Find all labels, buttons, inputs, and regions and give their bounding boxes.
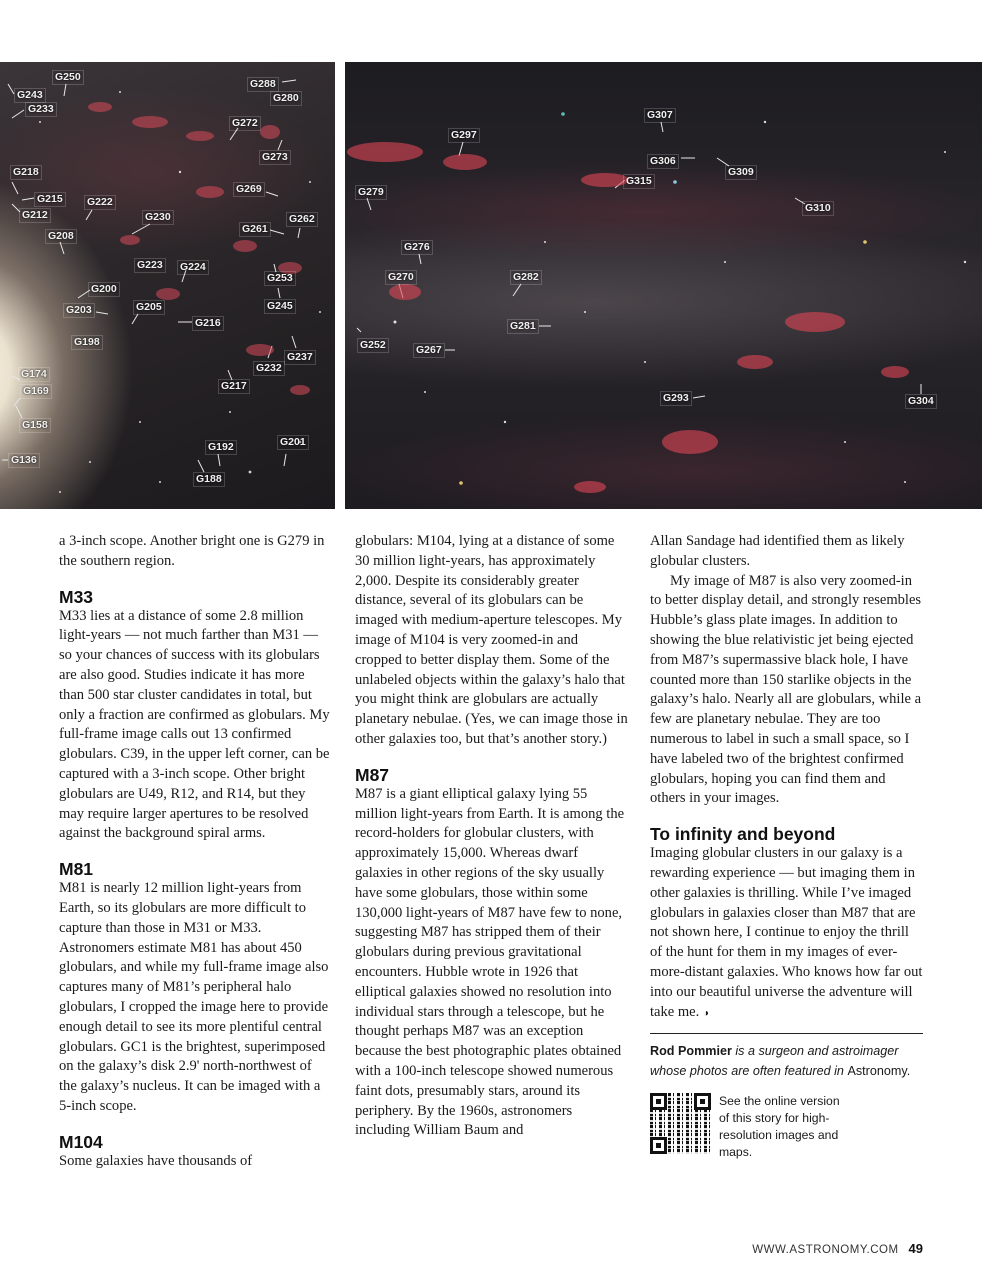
globular-label: G203 [63,303,95,318]
paragraph [650,844,923,1023]
end-mark-icon: ◑ [702,1007,709,1019]
globular-label: G272 [229,116,261,131]
globular-label: G245 [264,299,296,314]
globular-label: G307 [644,108,676,123]
paragraph: Some galaxies have thousands of [59,1152,253,1169]
section-heading-infinity: To infinity and beyond [650,824,836,845]
website-url: WWW.ASTRONOMY.COM [752,1244,899,1256]
globular-label: G315 [623,174,655,189]
globular-label: G280 [270,91,302,106]
globular-label: G310 [802,201,834,216]
globular-label: G223 [134,258,166,273]
qr-caption: See the online version of this story for high-resolution images and maps. [719,1094,840,1159]
text-column-1 [59,532,332,1172]
section-heading-m81: M81 [59,859,94,880]
globular-label: G250 [52,70,84,85]
globular-label: G188 [193,472,225,487]
globular-label: G216 [192,316,224,331]
globular-label: G212 [19,208,51,223]
globular-label: G253 [264,271,296,286]
photo-right-pointer-lines [345,62,982,509]
globular-label: G218 [10,165,42,180]
globular-label: G169 [20,384,52,399]
globular-label: G309 [725,165,757,180]
globular-label: G293 [660,391,692,406]
globular-label: G233 [25,102,57,117]
globular-label: G217 [218,379,250,394]
online-story-box [650,1093,923,1160]
globular-label: G304 [905,394,937,409]
globular-label: G237 [284,350,316,365]
magazine-name: Astronomy. [847,1063,911,1078]
globular-label: G288 [247,77,279,92]
globular-label: G208 [45,229,77,244]
section-heading-m104: M104 [59,1131,103,1152]
globular-label: G205 [133,300,165,315]
qr-code-icon[interactable] [650,1093,711,1154]
globular-label: G198 [71,335,103,350]
globular-label: G279 [355,185,387,200]
globular-label: G270 [385,270,417,285]
text-column-2 [355,532,628,1141]
author-bio [650,1033,923,1081]
globular-label: G276 [401,240,433,255]
paragraph: M33 lies at a distance of some 2.8 million light-years — not much farther than M31 — so your chances of success with its globulars are also good. Studies indicate it has more than 500 star cluster candidates in total, but only a fraction are confirmed as globulars. My full-frame image calls out 13 confirmed globulars. C39, in the upper left corner, can be captured with a 3-inch scope. Other bright globulars are U49, R12, and R14, but they may require larger apertures to be resolved against the background spiral arms. [59,607,330,842]
globular-label: G192 [205,440,237,455]
paragraph: globulars: M104, lying at a distance of some 30 million light-years, has approximately 2,000. Despite its considerably greater distance, several of its globulars can be imaged with medium-aperture telescopes. My image of M104 is very zoomed-in and cropped to better display them. Some of the unlabeled objects within the galaxy’s halo that you might think are globulars are actually planetary nebulae. (Yes, we can image those in other galaxies too, but that’s another story.) [355,533,628,747]
bio-text [650,1042,923,1081]
page-number: 49 [908,1241,923,1256]
globular-label: G136 [8,453,40,468]
paragraph: Allan Sandage had identified them as likely globular clusters. [650,533,905,569]
section-heading-m87: M87 [355,764,390,785]
globular-label: G267 [413,343,445,358]
page-footer [752,1241,923,1256]
section-heading-m33: M33 [59,586,94,607]
globular-label: G200 [88,282,120,297]
galaxy-photo-right [345,62,982,509]
globular-label: G215 [34,192,66,207]
globular-label: G269 [233,182,265,197]
globular-label: G261 [239,222,271,237]
globular-label: G297 [448,128,480,143]
author-name: Rod Pommier [650,1044,732,1059]
bio-description: is a surgeon and astroimager whose photos are often featured in [650,1044,899,1078]
text-column-3 [650,532,923,1161]
paragraph: M87 is a giant elliptical galaxy lying 55 million light-years from Earth. It is among the record-holders for globular clusters, with approximately 15,000. Whereas dwarf galaxies in other regions of the sky usually have some globulars, those within some 130,000 light-years of M87 have few to none, suggesting M87 has stripped them of their globulars during previous gravitational encounters. Hubble wrote in 1926 that elliptical galaxies showed no resolution into individual stars through a telescope, but he thought perhaps M87 was an exception because the best photographic plates obtained with a 100-inch telescope showed numerous faint dots, presumably stars, around its periphery. By the 1960s, astronomers including William Baum and [355,785,625,1139]
globular-label: G222 [84,195,116,210]
globular-label: G230 [142,210,174,225]
globular-label: G306 [647,154,679,169]
paragraph: M81 is nearly 12 million light-years from Earth, so its globulars are more difficult to capture than those in M31 or M33. Astronomers estimate M81 has about 450 globulars, and while my full-frame image also captures many of M81’s peripheral halo globulars, I cropped the image here to provide enough detail to see its more plentiful central globulars. GC1 is the brightest, superimposed on the galaxy’s disk 2.9' north-northwest of the galaxy’s nucleus. It can be imaged with a 5-inch scope. [59,880,329,1114]
paragraph-text: Imaging globular clusters in our galaxy is a rewarding experience — but imaging them in other galaxies is thrilling. While I’ve imaged globulars in galaxies closer than M87 that are not shown here, I continue to enjoy the thrill of the hunt for them in my images of ever-more-distant galaxies. Who knows how far out into our beautiful universe the adventure will take me. [650,845,923,1020]
globular-label: G252 [357,338,389,353]
globular-label: G243 [14,88,46,103]
globular-label: G281 [507,319,539,334]
globular-label: G232 [253,361,285,376]
globular-label: G174 [18,367,50,382]
globular-label: G224 [177,260,209,275]
globular-label: G201 [277,435,309,450]
paragraph: My image of M87 is also very zoomed-in to better display detail, and strongly resembles Hubble’s glass plate images. In addition to showing the blue relativistic jet being ejected from M87’s supermassive black hole, I have counted more than 150 starlike objects in the galaxy’s halo. Nearly all are globulars, while a few are planetary nebulae. They are too numerous to label in such a small space, so I have labeled two of the brightest confirmed globulars, hoping you can find them and others in your images. [650,572,922,807]
galaxy-photo-left [0,62,335,509]
globular-label: G262 [286,212,318,227]
globular-label: G273 [259,150,291,165]
globular-label: G282 [510,270,542,285]
globular-label: G158 [19,418,51,433]
paragraph: a 3-inch scope. Another bright one is G279 in the southern region. [59,533,325,569]
